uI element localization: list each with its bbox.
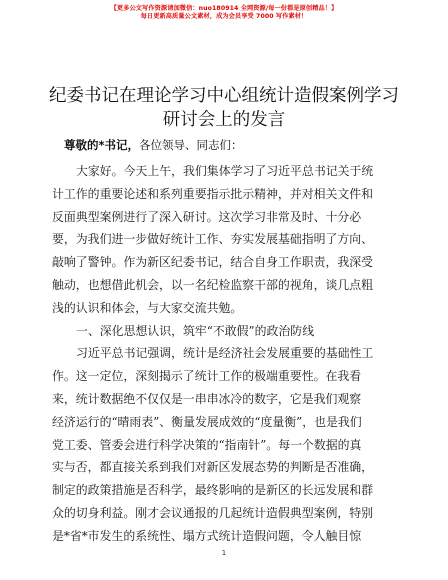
section-heading-1: 一、深化思想认识，筑牢“不敢假”的政治防线 — [76, 323, 315, 338]
paragraph1-line: 敲响了警钟。作为新区纪委书记，结合自身工作职责，我深受 — [52, 255, 374, 270]
paragraph1-line: 大家好。今天上午，我们集体学习了习近平总书记关于统 — [76, 164, 374, 178]
salutation-bold: 尊敬的*书记， — [64, 138, 140, 152]
promo-banner-line2: 每日更新高质量公文素材，成为会员享受 7000 写作素材！ — [140, 13, 308, 20]
paragraph1-line: 触动，也想借此机会，以一名纪检监察干部的视角，谈几点粗 — [52, 277, 374, 292]
salutation — [64, 137, 243, 153]
promo-banner-line1: 【更多公文写作资源请加微信：nuo180914 全网资源/每一份都是原创精品！】 — [110, 5, 338, 12]
paragraph1-line: 要，为我们进一步做好统计工作、夯实发展基础指明了方向、 — [52, 232, 374, 247]
paragraph2-line: 实与否，都直接关系到我们对新区发展态势的判断是否准确， — [52, 460, 374, 475]
paragraph2-line: 习近平总书记强调，统计是经济社会发展重要的基础性工 — [76, 346, 374, 361]
document-title-line1: 纪委书记在理论学习中心组统计造假案例学习 — [49, 86, 399, 106]
salutation-rest: 各位领导、同志们： — [139, 138, 243, 152]
paragraph1-line: 计工作的重要论述和系列重要指示批示精神，并对相关文件和 — [52, 186, 374, 201]
paragraph2-line: 众的切身利益。刚才会议通报的几起统计造假典型案例，特别 — [52, 505, 374, 520]
paragraph1-line: 反面典型案例进行了深入研讨。这次学习非常及时、十分必 — [52, 209, 362, 224]
paragraph2-line: 党工委、管委会进行科学决策的“指南针”。每一个数据的真 — [52, 437, 362, 452]
paragraph1-line: 浅的认识和体会，与大家交流共勉。 — [52, 300, 243, 315]
document-body — [52, 160, 394, 548]
promo-banner — [0, 5, 448, 21]
paragraph2-line: 来，统计数据绝不仅仅是一串串冰冷的数字，它是我们观察 — [52, 391, 362, 406]
paragraph2-line: 是*省*市发生的系统性、塌方式统计造假问题，令人触目惊 — [52, 528, 362, 543]
paragraph2-line: 经济运行的“晴雨表”、衡量发展成效的“度量衡”，也是我们 — [52, 414, 362, 429]
document-title — [40, 84, 408, 132]
paragraph2-line: 制定的政策措施是否科学，最终影响的是新区的长远发展和群 — [52, 483, 374, 498]
page-number: 1 — [221, 549, 227, 557]
document-title-line2: 研讨会上的发言 — [162, 110, 286, 130]
paragraph2-line: 作。这一定位，深刻揭示了统计工作的极端重要性。在我看 — [52, 369, 362, 384]
